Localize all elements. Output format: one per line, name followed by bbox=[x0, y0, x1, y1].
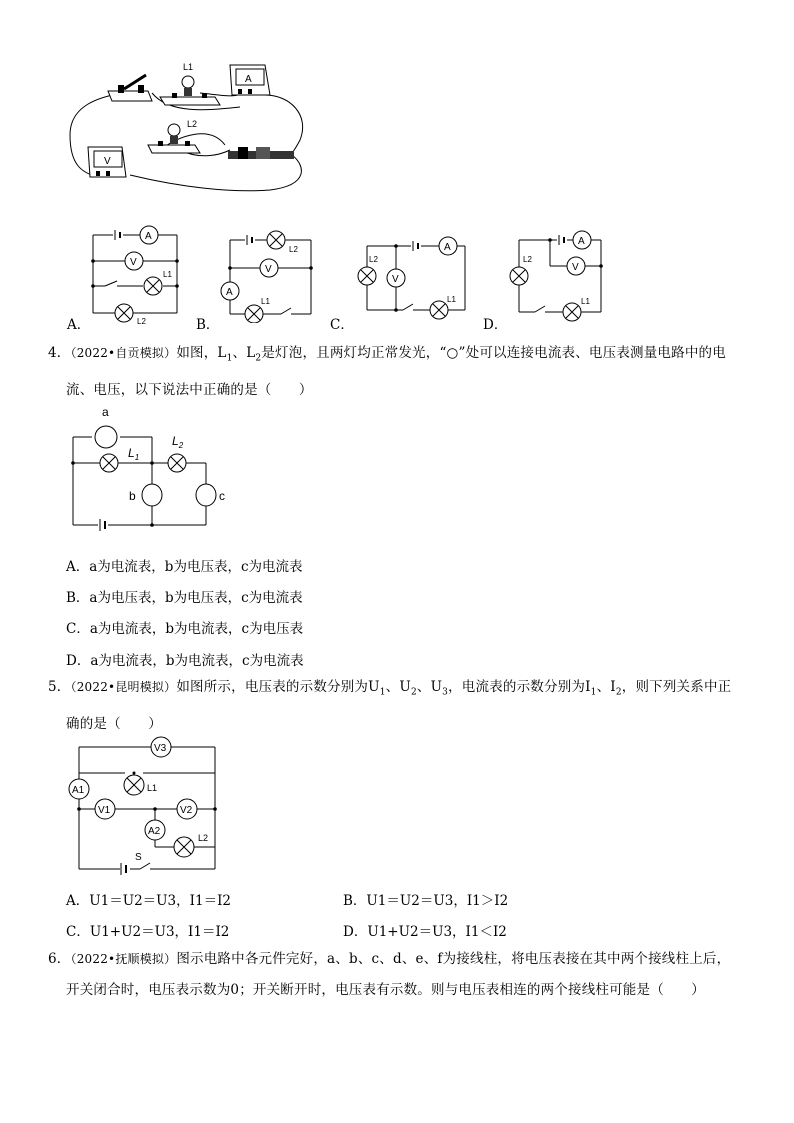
q4-circuit-diagram bbox=[62, 405, 237, 535]
svg-text:L1: L1 bbox=[183, 62, 194, 72]
svg-text:A: A bbox=[245, 74, 252, 85]
ammeter-device-icon bbox=[230, 65, 270, 95]
svg-text:L2: L2 bbox=[187, 119, 198, 129]
q6-stem-line1: 6．（2022•抚顺模拟）图示电路中各元件完好，a、b、c、d、e、f为接线柱，将电压表接在其中两个接线柱上后， bbox=[48, 951, 731, 967]
meter-b-icon bbox=[142, 484, 162, 506]
svg-text:b: b bbox=[129, 489, 136, 503]
q3-option-c-letter[interactable]: C． bbox=[330, 317, 354, 333]
svg-text:a: a bbox=[102, 405, 109, 419]
svg-text:A: A bbox=[226, 287, 233, 298]
svg-text:L2: L2 bbox=[369, 255, 378, 264]
svg-text:V: V bbox=[265, 264, 272, 275]
q4-option-a[interactable]: A．a为电流表，b为电压表，c为电流表 bbox=[66, 559, 303, 575]
svg-text:L2: L2 bbox=[523, 255, 532, 264]
q5-stem bbox=[48, 672, 758, 740]
svg-text:L1: L1 bbox=[581, 297, 590, 306]
q4-option-d[interactable]: D．a为电流表，b为电流表，c为电流表 bbox=[66, 653, 304, 669]
svg-text:L1: $L_1$ bbox=[128, 446, 140, 462]
svg-text:V: V bbox=[392, 274, 399, 285]
svg-text:L1: L1 bbox=[261, 297, 270, 306]
q5-option-c[interactable]: C．U1+U2＝U3，I1＝I2 bbox=[66, 924, 230, 940]
q3-pictorial-circuit bbox=[60, 55, 320, 195]
svg-text:V: V bbox=[572, 262, 579, 273]
q5-option-a[interactable]: A．U1＝U2＝U3，I1＝I2 bbox=[66, 893, 231, 909]
q5-stem-line1: 5．（2022•昆明模拟）如图所示，电压表的示数分别为$U_1$、$U_2$、$U_3$，电流表的示数分别为$I_1$、$I_2$，则下列关系中正 bbox=[48, 679, 732, 698]
q6-stem bbox=[48, 944, 758, 1006]
svg-text:A2: A2 bbox=[148, 826, 161, 837]
svg-text:L2: L2 bbox=[198, 833, 209, 843]
q4-option-b[interactable]: B．a为电压表，b为电压表，c为电流表 bbox=[66, 590, 303, 606]
svg-text:V: V bbox=[130, 257, 137, 268]
q5-circuit-diagram bbox=[65, 735, 225, 875]
q3-option-c-circuit bbox=[355, 230, 475, 325]
q5-option-d[interactable]: D．U1+U2＝U3，I1＜I2 bbox=[343, 924, 507, 940]
svg-text:c: c bbox=[219, 489, 225, 503]
q5-option-b[interactable]: B．U1＝U2＝U3，I1＞I2 bbox=[343, 893, 509, 909]
q5-stem-line2: 确的是（ ） bbox=[66, 715, 162, 732]
battery-icon bbox=[228, 147, 294, 159]
voltmeter-device-icon bbox=[88, 147, 126, 177]
svg-text:A: A bbox=[578, 236, 585, 247]
svg-text:L1: L1 bbox=[147, 783, 158, 793]
svg-text:A1: A1 bbox=[72, 785, 85, 796]
svg-text:S: S bbox=[135, 852, 142, 863]
q4-stem-line2: 流、电压，以下说法中正确的是（ ） bbox=[66, 381, 313, 398]
svg-text:L2: L2 bbox=[137, 317, 146, 325]
svg-text:L2: $L_2$ bbox=[172, 434, 184, 450]
q4-stem bbox=[48, 338, 758, 406]
svg-text:V3: V3 bbox=[154, 743, 167, 754]
q3-option-d-circuit bbox=[505, 228, 615, 323]
svg-text:A: A bbox=[145, 231, 152, 242]
q4-option-c[interactable]: C．a为电流表，b为电流表，c为电压表 bbox=[66, 621, 304, 637]
svg-text:L1: L1 bbox=[447, 295, 456, 304]
svg-text:V1: V1 bbox=[98, 805, 111, 816]
svg-text:L1: L1 bbox=[163, 270, 172, 279]
q3-option-d-letter[interactable]: D． bbox=[483, 317, 508, 333]
meter-c-icon bbox=[196, 484, 216, 506]
q3-option-b-letter[interactable]: B． bbox=[196, 317, 220, 333]
svg-text:A: A bbox=[444, 242, 451, 253]
q6-stem-line2: 开关闭合时，电压表示数为0；开关断开时，电压表有示数。则与电压表相连的两个接线柱可能是（ ） bbox=[66, 982, 705, 998]
q4-stem-line1: 4．（2022•自贡模拟）如图，$L_1$、$L_2$是灯泡，且两灯均正常发光，“○”处可以连接电流表、电压表测量电路中的电 bbox=[48, 345, 726, 364]
meter-a-icon bbox=[95, 426, 117, 448]
switch-icon bbox=[108, 75, 152, 101]
bulb-l1-icon bbox=[160, 62, 220, 105]
svg-text:V2: V2 bbox=[180, 805, 193, 816]
q3-option-a-circuit bbox=[85, 225, 185, 325]
bulb-l2-icon bbox=[148, 119, 200, 153]
svg-text:L2: L2 bbox=[289, 245, 298, 254]
q3-option-b-circuit bbox=[215, 228, 325, 323]
svg-text:V: V bbox=[104, 156, 111, 167]
q3-option-a-letter[interactable]: A． bbox=[67, 317, 91, 333]
